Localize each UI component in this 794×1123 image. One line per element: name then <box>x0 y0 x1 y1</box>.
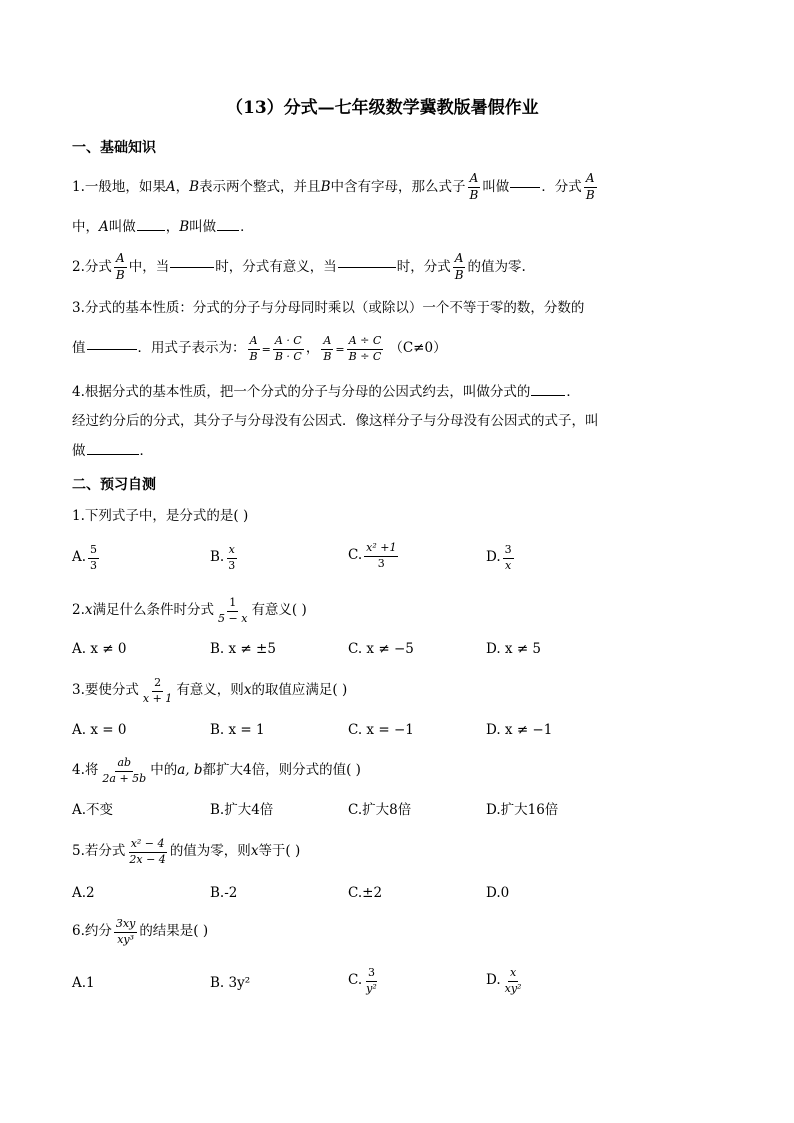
q3-text: ．用式子表示为： <box>137 340 246 357</box>
p4-text: 4.将 <box>72 762 99 779</box>
problem-4-stem <box>72 757 361 785</box>
q4-text: ． <box>566 384 580 400</box>
q2-text: 中，当 <box>128 258 170 275</box>
question-1-line-1 <box>72 172 599 203</box>
problem-1-option-c[interactable] <box>348 542 400 570</box>
fraction-denominator: 2x − 4 <box>129 852 166 866</box>
fraction-numerator: A <box>584 172 597 188</box>
answer-blank[interactable] <box>87 453 139 455</box>
fraction-denominator: B <box>454 267 464 282</box>
q1-var: B <box>179 219 190 235</box>
p2-var: x <box>84 602 93 619</box>
problem-6-stem <box>72 918 208 946</box>
option-label: C. <box>348 547 363 564</box>
fraction-numerator: ab <box>115 757 133 772</box>
question-3-line-1: 3.分式的基本性质：分式的分子与分母同时乘以（或除以）一个不等于零的数，分数的 <box>72 300 585 316</box>
answer-blank[interactable] <box>137 229 165 231</box>
fraction-denominator: B <box>249 349 258 363</box>
p5-text: 5.若分式 <box>72 843 126 860</box>
q1-text: 叫做 <box>189 219 217 235</box>
fraction-denominator: 5 − x <box>218 611 248 625</box>
fraction-numerator: A · C <box>273 335 304 350</box>
fraction-a-div-c-over-b-div-c <box>347 335 384 363</box>
answer-blank[interactable] <box>531 394 565 396</box>
problem-6-option-d[interactable] <box>486 967 525 995</box>
q2-text: 时，分式 <box>396 258 451 275</box>
fraction-numerator: A ÷ C <box>347 335 384 350</box>
fraction-numerator: x <box>508 967 518 982</box>
equals-sign: = <box>335 342 345 356</box>
q1-text: 叫做 <box>482 178 510 195</box>
q3-condition: （C≠0） <box>389 340 447 357</box>
p5-text: 的值为零，则 <box>169 843 251 860</box>
p3-text: 有意义，则 <box>176 682 244 699</box>
fraction-numerator: A <box>248 335 260 350</box>
fraction-a-over-b <box>453 252 466 283</box>
section-heading-basics: 一、基础知识 <box>72 140 156 156</box>
fraction-a-over-b <box>321 335 333 363</box>
problem-5-option-a[interactable]: A.2 <box>72 885 95 901</box>
problem-4-option-b[interactable]: B.扩大4倍 <box>210 802 274 818</box>
fraction-numerator: 5 <box>88 544 99 559</box>
problem-2-stem <box>72 597 307 625</box>
answer-blank[interactable] <box>217 229 239 231</box>
section-heading-preview: 二、预习自测 <box>72 477 156 493</box>
fraction-numerator: A <box>468 172 481 188</box>
problem-2-option-d[interactable]: D. x ≠ 5 <box>486 641 542 657</box>
p4-text: 都扩大4倍，则分式的值( ) <box>202 762 361 779</box>
q1-text: 中含有字母，那么式子 <box>330 178 466 195</box>
equals-sign: = <box>261 342 271 356</box>
fraction-denominator: B <box>323 349 332 363</box>
problem-2-option-a[interactable]: A. x ≠ 0 <box>72 641 127 657</box>
q1-text: ， <box>165 219 180 235</box>
page-title: （13）分式—七年级数学冀教版暑假作业 <box>226 98 539 118</box>
fraction-denominator: xy² <box>504 981 522 995</box>
fraction-denominator: xy³ <box>117 932 135 946</box>
q1-var: B <box>320 178 331 195</box>
p5-text: 等于( ) <box>258 843 301 860</box>
problem-3-option-a[interactable]: A. x = 0 <box>72 722 127 738</box>
p2-text: 有意义( ) <box>251 602 307 619</box>
option-fraction <box>226 544 237 572</box>
problem-3-stem <box>72 677 347 705</box>
fraction-numerator: A <box>453 252 466 268</box>
fraction-a-over-b <box>248 335 260 363</box>
problem-3-option-c[interactable]: C. x = −1 <box>348 722 414 738</box>
p4-vars: a, b <box>177 762 203 779</box>
p6-text: 6.约分 <box>72 923 112 940</box>
problem-3-option-b[interactable]: B. x = 1 <box>210 722 265 738</box>
problem-5-stem <box>72 838 300 866</box>
fraction-numerator: 1 <box>227 597 238 612</box>
fraction-denominator: 3 <box>377 556 385 570</box>
answer-blank[interactable] <box>510 186 540 188</box>
fraction-denominator: y² <box>366 981 377 995</box>
q2-text: 的值为零. <box>467 258 526 275</box>
p2-text: 满足什么条件时分式 <box>92 602 215 619</box>
fraction-numerator: 3 <box>366 967 377 982</box>
answer-blank[interactable] <box>170 266 214 268</box>
p4-text: 中的 <box>150 762 178 779</box>
problem-5-option-b[interactable]: B.-2 <box>210 885 238 901</box>
fraction-a-over-b <box>114 252 127 283</box>
q2-text: 2.分式 <box>72 258 112 275</box>
q1-text: 叫做 <box>108 219 136 235</box>
p3-text: 的取值应满足( ) <box>251 682 348 699</box>
p6-text: 的结果是( ) <box>139 923 209 940</box>
problem-1-option-d[interactable] <box>486 544 516 572</box>
q4-text: 做 <box>72 443 86 459</box>
question-4-line-3 <box>72 445 153 459</box>
fraction-denominator: x + 1 <box>142 691 173 705</box>
fraction-denominator: 3 <box>90 558 98 572</box>
p3-text: 3.要使分式 <box>72 682 139 699</box>
option-label: D. <box>486 549 501 566</box>
fraction-ac-over-bc <box>273 335 304 363</box>
problem-6-option-a[interactable]: A.1 <box>72 975 95 991</box>
fraction-denominator: 2a + 5b <box>102 771 147 785</box>
fraction-denominator: 3 <box>228 558 236 572</box>
option-label: D. <box>486 972 501 989</box>
fraction-numerator: x² +1 <box>364 542 398 557</box>
p5-var: x <box>250 843 259 860</box>
question-4-line-2: 经过约分后的分式，其分子与分母没有公因式．像这样分子与分母没有公因式的式子，叫 <box>72 413 599 429</box>
problem-4-option-a[interactable]: A.不变 <box>72 802 114 818</box>
q1-text: ．分式 <box>541 178 582 195</box>
fraction-numerator: x <box>227 544 237 559</box>
q1-var: A <box>99 219 109 235</box>
option-label: A. <box>72 549 87 566</box>
fraction-a-over-b <box>584 172 597 203</box>
problem-1-stem: 1.下列式子中，是分式的是( ) <box>72 508 249 524</box>
q1-text: 1.一般地，如果 <box>72 178 166 195</box>
problem-2-option-b[interactable]: B. x ≠ ±5 <box>210 641 276 657</box>
fraction-numerator: 3 <box>503 544 514 559</box>
option-fraction <box>364 542 398 570</box>
q1-text: ， <box>175 178 190 195</box>
fraction-numerator: 2 <box>152 677 163 692</box>
problem-4-option-d[interactable]: D.扩大16倍 <box>486 802 559 818</box>
q1-var: B <box>189 178 200 195</box>
question-2 <box>72 252 526 283</box>
answer-blank[interactable] <box>87 348 137 350</box>
question-3-line-2 <box>72 335 447 363</box>
option-fraction <box>503 544 514 572</box>
p3-fraction <box>141 677 174 705</box>
fraction-denominator: B · C <box>274 349 302 363</box>
q1-text: 表示两个整式，并且 <box>199 178 321 195</box>
option-fraction <box>503 967 524 995</box>
question-4-line-1 <box>72 386 580 400</box>
fraction-denominator: B ÷ C <box>348 349 382 363</box>
problem-2-option-c[interactable]: C. x ≠ −5 <box>348 641 414 657</box>
p3-var: x <box>243 682 252 699</box>
p2-fraction <box>216 597 249 625</box>
p4-fraction <box>100 757 148 785</box>
q4-text: 4.根据分式的基本性质，把一个分式的分子与分母的公因式约去，叫做分式的 <box>72 384 531 400</box>
q1-var: A <box>165 178 176 195</box>
option-label: B. <box>210 549 225 566</box>
option-fraction <box>364 967 379 995</box>
question-1-line-2 <box>72 221 254 235</box>
p6-fraction <box>114 918 137 946</box>
option-label: C. <box>348 972 363 989</box>
problem-3-option-d[interactable]: D. x ≠ −1 <box>486 722 553 738</box>
problem-1-option-b[interactable] <box>210 544 239 572</box>
option-fraction <box>88 544 99 572</box>
problem-6-option-c[interactable] <box>348 967 381 995</box>
q3-text: 值 <box>72 340 86 357</box>
problem-4-option-c[interactable]: C.扩大8倍 <box>348 802 412 818</box>
fraction-a-over-b <box>467 172 480 203</box>
fraction-numerator: 3xy <box>114 918 137 933</box>
fraction-denominator: B <box>469 187 479 202</box>
fraction-denominator: B <box>585 187 595 202</box>
p2-text: 2. <box>72 602 85 619</box>
problem-6-option-b[interactable]: B. 3y² <box>210 975 251 991</box>
q3-text: ， <box>305 340 320 357</box>
fraction-numerator: x² − 4 <box>129 838 167 853</box>
problem-5-option-d[interactable]: D.0 <box>486 885 510 901</box>
fraction-denominator: x <box>505 558 512 572</box>
problem-1-option-a[interactable] <box>72 544 101 572</box>
q2-text: 时，分式有意义，当 <box>215 258 337 275</box>
q1-text: 中， <box>72 219 99 235</box>
fraction-numerator: A <box>321 335 333 350</box>
q1-text: ． <box>240 219 254 235</box>
q4-text: ． <box>139 443 153 459</box>
fraction-denominator: B <box>115 267 125 282</box>
answer-blank[interactable] <box>338 266 396 268</box>
p5-fraction <box>127 838 167 866</box>
fraction-numerator: A <box>114 252 127 268</box>
problem-5-option-c[interactable]: C.±2 <box>348 885 383 901</box>
